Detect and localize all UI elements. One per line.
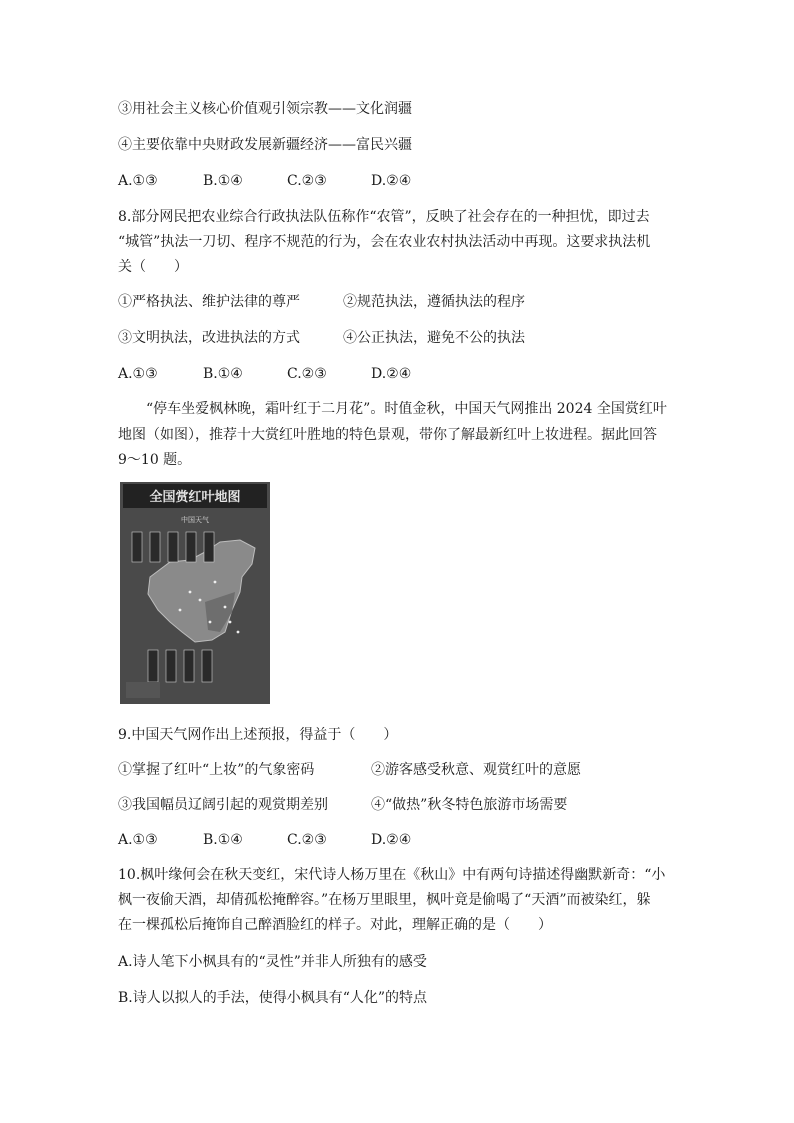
q9-option-c: C.②③ <box>287 832 327 848</box>
q9-option-d: D.②④ <box>371 832 412 848</box>
q8-item-1: ①严格执法、维护法律的尊严 <box>118 294 300 310</box>
q8-option-d: D.②④ <box>371 366 412 382</box>
q10-stem-line-3: 在一棵孤松后掩饰自己醉酒脸红的样子。对此，理解正确的是（ ） <box>118 917 552 933</box>
q8-option-c: C.②③ <box>287 366 327 382</box>
q8-option-a: A.①③ <box>118 366 158 382</box>
q9-item-3: ③我国幅员辽阔引起的观赏期差别 <box>118 797 328 813</box>
q9-item-4: ④“做热”秋冬特色旅游市场需要 <box>371 797 568 813</box>
q7-option-b: B.①④ <box>203 173 243 189</box>
q10-option-b: B.诗人以拟人的手法，使得小枫具有“人化”的特点 <box>118 990 428 1006</box>
q9-option-b: B.①④ <box>203 832 243 848</box>
q8-item-2: ②规范执法，遵循执法的程序 <box>343 294 525 310</box>
q9-item-2: ②游客感受秋意、观赏红叶的意愿 <box>371 762 581 778</box>
q8-item-4: ④公正执法，避免不公的执法 <box>343 330 525 346</box>
q10-stem-line-1: 10.枫叶缘何会在秋天变红，宋代诗人杨万里在《秋山》中有两句诗描述得幽默新奇：“小 <box>118 867 666 883</box>
q8-stem-line-2: “城管”执法一刀切、程序不规范的行为，会在农业农村执法活动中再现。这要求执法机 <box>118 234 651 250</box>
q10-stem-line-2: 枫一夜偷天酒，却倩孤松掩醉容。”在杨万里眼里，枫叶竟是偷喝了“天酒”而被染红，躲 <box>118 892 651 908</box>
q8-stem-line-3: 关（ ） <box>118 259 188 275</box>
q8-item-3: ③文明执法，改进执法的方式 <box>118 330 300 346</box>
q9-stem: 9.中国天气网作出上述预报，得益于（ ） <box>118 727 398 743</box>
map-logo: 中国天气 <box>181 516 209 524</box>
q9-option-a: A.①③ <box>118 832 158 848</box>
passage-line-2: 地图（如图），推荐十大赏红叶胜地的特色景观，带你了解最新红叶上妆进程。据此回答 <box>118 427 657 443</box>
q7-option-c: C.②③ <box>287 173 327 189</box>
red-leaf-map-image <box>120 482 270 704</box>
map-title: 全国赏红叶地图 <box>149 490 241 505</box>
map-legend <box>126 682 160 698</box>
passage-line-3: 9～10 题。 <box>118 452 192 468</box>
q8-option-b: B.①④ <box>203 366 243 382</box>
q7-item-3: ③用社会主义核心价值观引领宗教——文化润疆 <box>118 101 412 117</box>
q7-option-d: D.②④ <box>371 173 412 189</box>
q7-item-4: ④主要依靠中央财政发展新疆经济——富民兴疆 <box>118 137 412 153</box>
q8-stem-line-1: 8.部分网民把农业综合行政执法队伍称作“农管”，反映了社会存在的一种担忧，即过去 <box>118 209 650 225</box>
passage-line-1: “停车坐爱枫林晚，霜叶红于二月花”。时值金秋，中国天气网推出 2024 全国赏红叶 <box>146 401 667 417</box>
q9-item-1: ①掌握了红叶“上妆”的气象密码 <box>118 762 315 778</box>
q10-option-a: A.诗人笔下小枫具有的“灵性”并非人所独有的感受 <box>118 954 427 970</box>
q7-option-a: A.①③ <box>118 173 158 189</box>
